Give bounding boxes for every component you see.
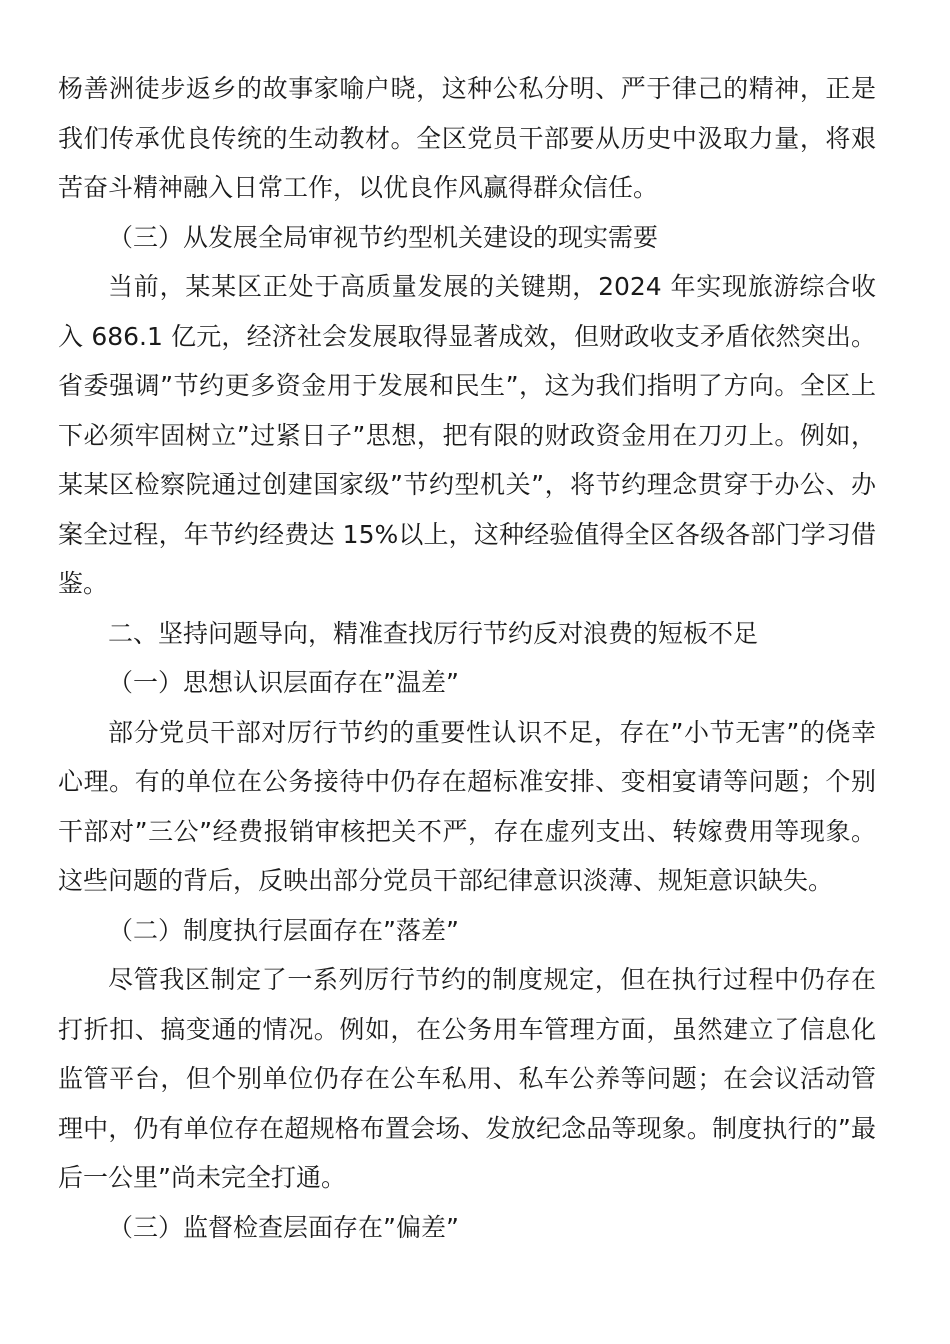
paragraph-economy: 当前，某某区正处于高质量发展的关键期，2024 年实现旅游综合收入 686.1 亿元，经济社会发展取得显著成效，但财政收支矛盾依然突出。省委强调”节约更多资金用于发展和民生”，这为我们指明了方向。全区上下必须牢固树立”过紧日子”思想，把有限的财政资金用在刀刃上。例如，某某区检察院通过创建国家级”节约型机关”，将节约理念贯穿于办公、办案全过程，年节约经费达 15%以上，这种经验值得全区各级各部门学习借鉴。 <box>58 272 876 598</box>
paragraph-awareness: 部分党员干部对厉行节约的重要性认识不足，存在”小节无害”的侥幸心理。有的单位在公务接待中仍存在超标准安排、变相宴请等问题；个别干部对”三公”经费报销审核把关不严，存在虚列支出、转嫁费用等现象。这些问题的背后，反映出部分党员干部纪律意识淡薄、规矩意识缺失。 <box>58 717 876 895</box>
subheading-2-2: （二）制度执行层面存在”落差” <box>108 915 459 945</box>
subheading-2-1: （一）思想认识层面存在”温差” <box>108 668 459 697</box>
paragraph-execution: 尽管我区制定了一系列厉行节约的制度规定，但在执行过程中仍存在打折扣、搞变通的情况。例如，在公务用车管理方面，虽然建立了信息化监管平台，但个别单位仍存在公车私用、私车公养等问题；在会议活动管理中，仍有单位存在超规格布置会场、发放纪念品等现象。制度执行的”最后一公里”尚未完全打通。 <box>58 965 876 1192</box>
document-body <box>58 64 876 1252</box>
subheading-3: （三）从发展全局审视节约型机关建设的现实需要 <box>108 222 659 252</box>
section-heading-2: 二、坚持问题导向，精准查找厉行节约反对浪费的短板不足 <box>108 618 759 648</box>
paragraph-continuation: 杨善洲徒步返乡的故事家喻户晓，这种公私分明、严于律己的精神，正是我们传承优良传统的生动教材。全区党员干部要从历史中汲取力量，将艰苦奋斗精神融入日常工作，以优良作风赢得群众信任。 <box>58 74 876 202</box>
subheading-2-3: （三）监督检查层面存在”偏差” <box>108 1212 459 1242</box>
